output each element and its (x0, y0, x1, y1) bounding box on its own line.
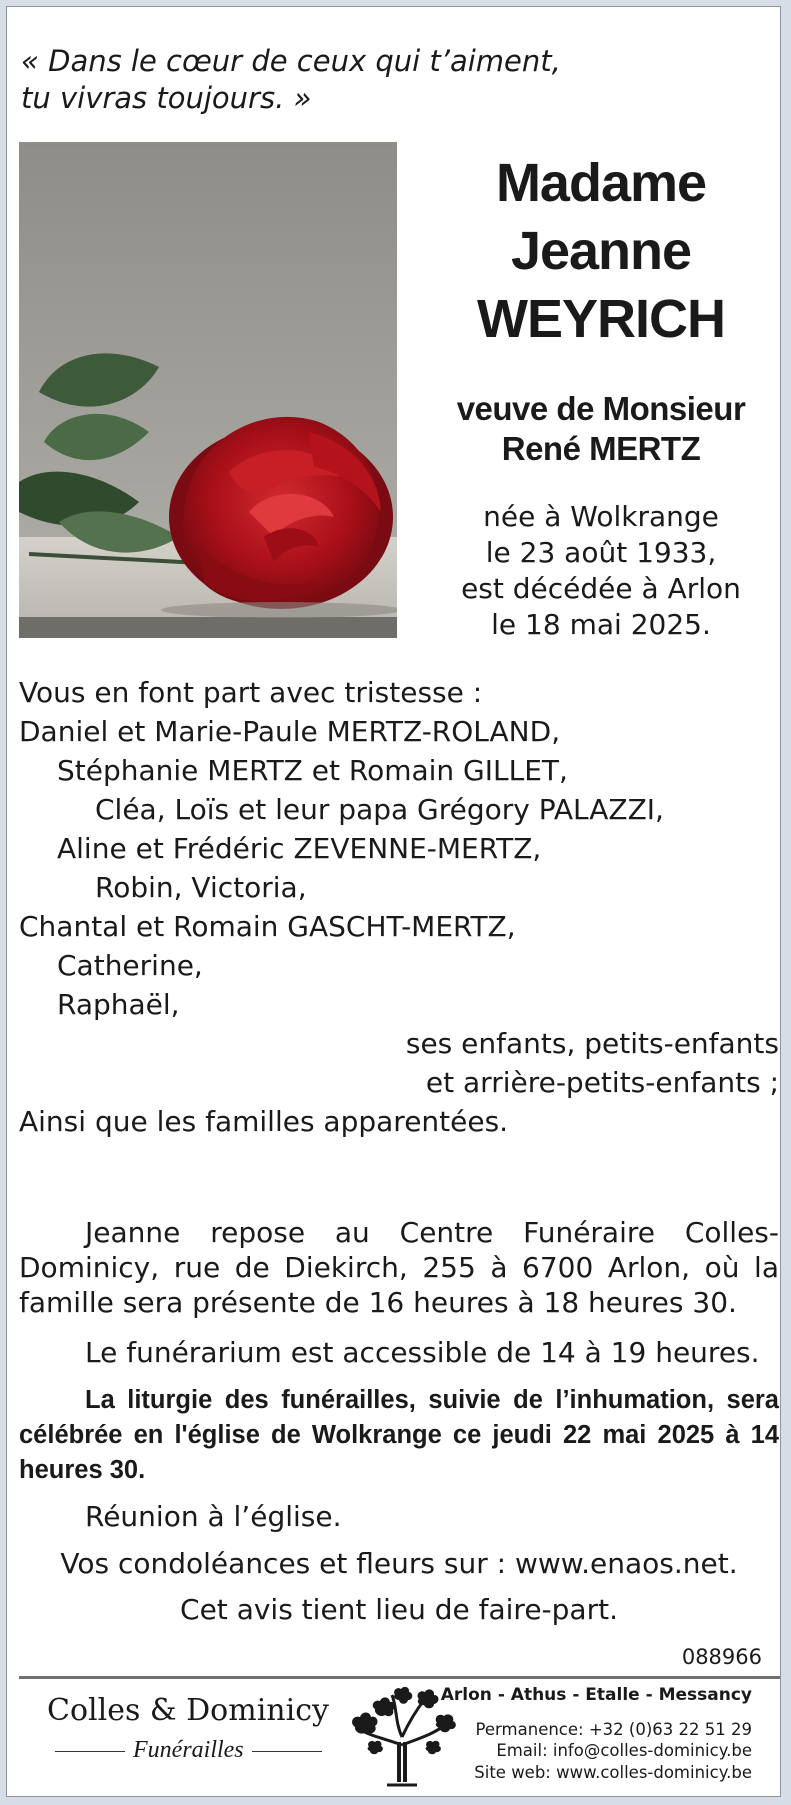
epigraph-quote (21, 43, 721, 117)
birth-date: le 23 août 1933, (485, 536, 717, 569)
rose-illustration (19, 142, 397, 638)
phone: Permanence: +32 (0)63 22 51 29 (475, 1719, 752, 1739)
family-line: Robin, Victoria, (95, 871, 307, 904)
notice-info: Cet avis tient lieu de faire-part. (180, 1593, 618, 1626)
website-link[interactable]: Site web: www.colles-dominicy.be (474, 1762, 752, 1782)
family-line: Cléa, Loïs et leur papa Grégory PALAZZI, (95, 793, 664, 826)
family-line: Daniel et Marie-Paule MERTZ-ROLAND, (19, 715, 561, 748)
widow-line-1: veuve de Monsieur (456, 390, 746, 427)
family-line: Aline et Frédéric ZEVENNE-MERTZ, (57, 832, 542, 865)
quote-line-1: « Dans le cœur de ceux qui t’aiment, (21, 44, 561, 78)
family-line: Chantal et Romain GASCHT-MERTZ, (19, 910, 516, 943)
brand-name: Colles & Dominicy (47, 1693, 329, 1728)
reference-number: 088966 (681, 1645, 762, 1669)
birth-place: née à Wolkrange (483, 500, 719, 533)
family-line: Raphaël, (57, 988, 180, 1021)
family-line: Catherine, (57, 949, 203, 982)
family-announcement (19, 673, 779, 1141)
birth-death-details (425, 499, 777, 643)
meeting-info: Réunion à l’église. (85, 1500, 342, 1533)
deceased-first-name: Jeanne (510, 221, 692, 281)
access-hours: Le funérarium est accessible de 14 à 19 heures. (85, 1336, 760, 1369)
deceased-title: Madame (495, 153, 707, 213)
family-relation-2: et arrière-petits-enfants ; (425, 1066, 779, 1099)
death-date: le 18 mai 2025. (491, 608, 711, 641)
red-rose-photo (19, 142, 397, 638)
family-closing: Ainsi que les familles apparentées. (19, 1105, 509, 1138)
obituary-notice (6, 6, 781, 1797)
dash-right (252, 1751, 322, 1752)
widow-of (425, 389, 777, 469)
condolences-info: Vos condoléances et fleurs sur : www.enaos.net. (60, 1547, 738, 1580)
family-intro: Vous en font part avec tristesse : (19, 676, 483, 709)
liturgy-details: La liturgie des funérailles, suivie de l’inhumation, sera célébrée en l'église de Wolkrange ce jeudi 22 mai 2025 à 14 heures 30. (19, 1386, 779, 1484)
deceased-name (425, 149, 777, 353)
family-relation-1: ses enfants, petits-enfants (405, 1027, 779, 1060)
quote-line-2: tu vivras toujours. » (21, 81, 312, 115)
deceased-last-name: WEYRICH (477, 289, 725, 349)
brand-subtitle (47, 1737, 327, 1764)
widow-line-2: René MERTZ (501, 430, 701, 467)
dash-left (55, 1751, 125, 1752)
death-place: est décédée à Arlon (461, 572, 741, 605)
brand-subtitle-text: Funérailles (133, 1737, 244, 1763)
funeral-home-contact (441, 1685, 752, 1783)
email-link[interactable]: Email: info@colles-dominicy.be (496, 1741, 752, 1760)
family-line: Stéphanie MERTZ et Romain GILLET, (57, 754, 568, 787)
rest-details: Jeanne repose au Centre Funéraire Colles-Dominicy, rue de Diekirch, 255 à 6700 Arlon, où la famille sera présente de 16 heures à 18 heures 30. (19, 1216, 779, 1319)
towns: Arlon - Athus - Etalle - Messancy (440, 1685, 752, 1705)
footer-divider (19, 1676, 780, 1679)
